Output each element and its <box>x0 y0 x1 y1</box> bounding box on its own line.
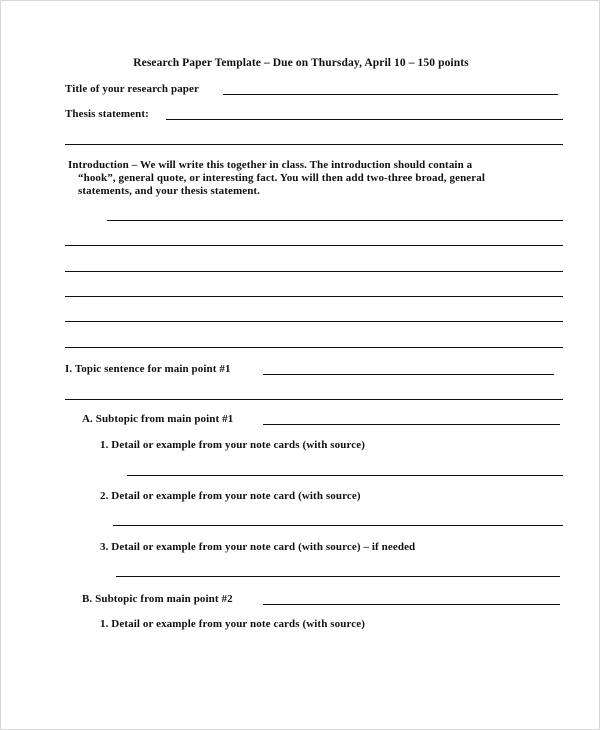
intro-blank-3[interactable] <box>65 271 563 272</box>
detail-a3-label: 3. Detail or example from your note card (with source) – if needed <box>100 541 416 553</box>
intro-blank-1[interactable] <box>107 220 563 221</box>
thesis-blank-2[interactable] <box>65 144 563 145</box>
intro-blank-2[interactable] <box>65 245 563 246</box>
intro-blank-4[interactable] <box>65 296 563 297</box>
subtopic-b-blank[interactable] <box>263 604 560 605</box>
detail-a3-blank[interactable] <box>116 576 560 577</box>
paper-title-blank[interactable] <box>223 94 558 95</box>
subtopic-b-label: B. Subtopic from main point #2 <box>82 593 233 605</box>
intro-text-line-1: Introduction – We will write this together in class. The introduction should contain a <box>68 159 473 171</box>
detail-a1-label: 1. Detail or example from your note cards (with source) <box>100 439 365 451</box>
document-title: Research Paper Template – Due on Thursday, April 10 – 150 points <box>133 57 469 69</box>
main-point-1-label: I. Topic sentence for main point #1 <box>65 363 231 375</box>
intro-blank-5[interactable] <box>65 321 563 322</box>
intro-blank-6[interactable] <box>65 347 563 348</box>
intro-text-line-2: “hook”, general quote, or interesting fact. You will then add two-three broad, general <box>78 172 486 184</box>
detail-a2-blank[interactable] <box>113 525 563 526</box>
subtopic-a-blank[interactable] <box>263 424 560 425</box>
paper-title-label: Title of your research paper <box>65 83 199 95</box>
main-point-1-blank-2[interactable] <box>65 399 563 400</box>
thesis-label: Thesis statement: <box>65 108 149 120</box>
intro-text-line-3: statements, and your thesis statement. <box>78 185 261 197</box>
subtopic-a-label: A. Subtopic from main point #1 <box>82 413 234 425</box>
thesis-blank[interactable] <box>166 119 563 120</box>
main-point-1-blank[interactable] <box>263 374 554 375</box>
detail-a1-blank[interactable] <box>127 475 563 476</box>
detail-a2-label: 2. Detail or example from your note card (with source) <box>100 490 361 502</box>
detail-b1-label: 1. Detail or example from your note cards (with source) <box>100 618 365 630</box>
